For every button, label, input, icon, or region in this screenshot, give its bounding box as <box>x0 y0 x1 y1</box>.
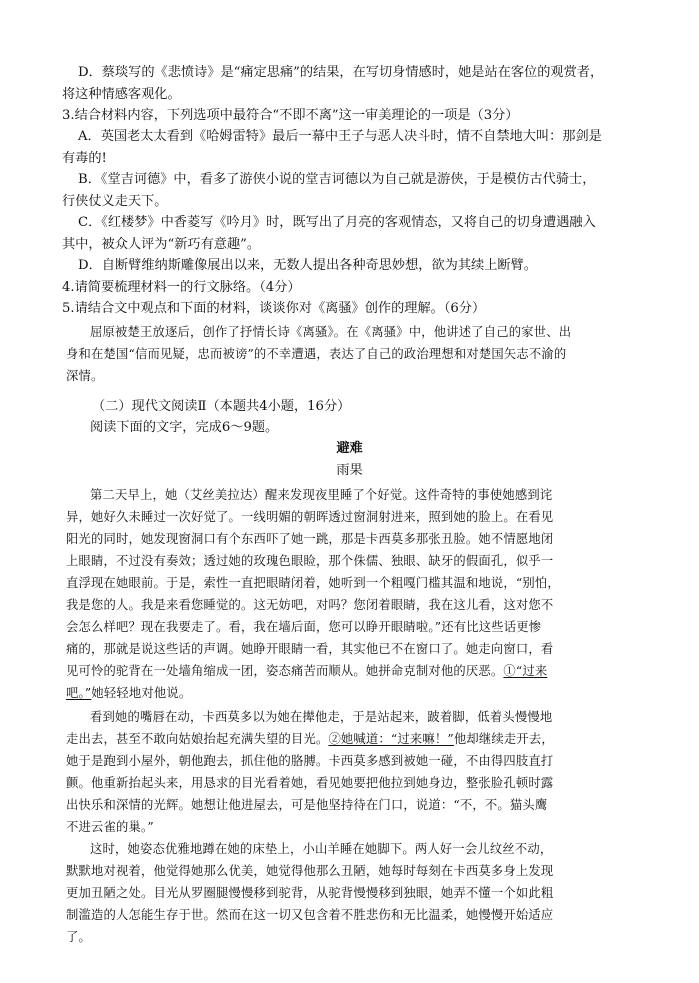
q3-option-d: D．自断臂维纳斯雕像展出以来，无数人提出各种奇思妙想，欲为其续上断臂。 <box>78 258 537 273</box>
story-line <box>66 730 554 748</box>
story-line: 看到她的嘴唇在动，卡西莫多以为她在撵他走，于是站起来，跛着脚，低着头慢慢地 <box>90 710 553 724</box>
q3-option-c-line2: 其中，被众人评为“新巧有意趣”。 <box>62 237 261 252</box>
q5-material-line2: 身和在楚国“信而见疑，忠而被谤”的不幸遭遇，表达了自己的政治理想和对楚国矢志不渝的 <box>66 347 567 361</box>
story-line: 不进云雀的巢。” <box>66 820 154 834</box>
story-line: 异，她好久未睡过一次好觉了。一线明媚的朝晖透过窗洞射进来，照到她的脸上。在看见 <box>66 510 554 524</box>
story-line: 直浮现在她眼前。于是，索性一直把眼睛闭着，她听到一个粗嘎门槛其温和地说，“别怕， <box>66 576 560 590</box>
q3-option-c-line1: C．《红楼梦》中香菱写《吟月》时，既写出了月亮的客观情态，又将自己的切身遭遇融入 <box>78 215 596 230</box>
q3-stem: 3.结合材料内容，下列选项中最符合“不即不离”这一审美理论的一项是（3分） <box>62 108 519 123</box>
story-line: 阳光的同时，她发现窗洞口有个东西吓了她一跳，那是卡西莫多那张丑脸。她不情愿地闭 <box>66 532 554 546</box>
story-line: 我是您的人。我是来看您睡觉的。这无妨吧，对吗？您闭着眼睛，我在这儿看，这对您不 <box>66 598 554 612</box>
marked-sentence-2: ②她喊道：“过来嘛！” <box>328 732 454 746</box>
story-text: 见可怜的驼背在一处墙角缩成一团，姿态痛苦而顺从。她拼命克制对他的厌恶。 <box>66 664 504 678</box>
story-text: 她轻轻地对他说。 <box>91 686 192 700</box>
q5-material-line3: 深情。 <box>66 369 104 383</box>
story-line <box>66 684 191 702</box>
story-line: 痛的，那就是说这些话的声调。她睁开眼睛一看，其实他已不在窗口了。她走向窗口，看 <box>66 642 554 656</box>
marked-sentence-1-start: ①“过来 <box>503 664 548 678</box>
story-line <box>66 662 547 680</box>
section-instruction: 阅读下面的文字，完成6～9题。 <box>90 420 279 435</box>
story-line: 出快乐和深情的光辉。她想让他进屋去，可是他坚持待在门口，说道：“不，不。猫头鹰 <box>66 798 548 812</box>
story-line: 默默地对视着，他觉得她那么优美，她觉得他那么丑陋，她每时每刻在卡西莫多身上发现 <box>66 864 554 878</box>
story-text: 他却继续走开去， <box>453 732 554 746</box>
marked-sentence-1-end: 吧。” <box>66 686 92 700</box>
q3-option-a-line1: A．英国老太太看到《哈姆雷特》最后一幕中王子与恶人决斗时，情不自禁地大叫：那剑是 <box>78 129 602 144</box>
story-line: 更加丑陋之处。目光从罗圈腿慢慢移到驼背，从驼背慢慢移到独眼，她弄不懂一个如此粗 <box>66 886 554 900</box>
story-text: 走出去，甚至不敢向姑娘抬起充满失望的目光。 <box>66 732 329 746</box>
section-heading: （二）现代文阅读Ⅱ（本题共4小题，16分） <box>92 399 351 414</box>
q2-option-d-line1: D．蔡琰写的《悲愤诗》是“痛定思痛”的结果，在写切身情感时，她是站在客位的观赏者， <box>78 65 604 80</box>
q4-stem: 4.请简要梳理材料一的行文脉络。（4分） <box>62 280 301 295</box>
q3-option-b-line1: B．《堂吉诃德》中，看多了游侠小说的堂吉诃德以为自己就是游侠，于是模仿古代骑士， <box>78 172 596 187</box>
q3-option-a-line2: 有毒的! <box>62 151 107 166</box>
story-line: 会怎么样吧？现在我要走了。看，我在墙后面，您可以睁开眼睛啦。”还有比这些话更惨 <box>66 620 542 634</box>
story-line: 这时，她姿态优雅地蹲在她的床垫上，小山羊睡在她脚下。两人好一会儿纹丝不动， <box>90 842 553 856</box>
q2-option-d-line2: 将这种情感客观化。 <box>62 87 181 102</box>
q5-material-line1: 屈原被楚王放逐后，创作了抒情长诗《离骚》。在《离骚》中，他讲述了自己的家世、出 <box>90 325 572 339</box>
story-line: 第二天早上，她（艾丝美拉达）醒来发现夜里睡了个好觉。这件奇特的事使她感到诧 <box>90 488 553 502</box>
story-title: 避难 <box>336 441 363 456</box>
story-line: 颤。他重新抬起头来，用恳求的目光看着她，看见她要把他拉到她身边，整张脸孔顿时露 <box>66 776 554 790</box>
story-line: 她于是跑到小屋外，朝他跑去，抓住他的胳膊。卡西莫多感到被她一碰，不由得四肢直打 <box>66 754 554 768</box>
story-line: 制滥造的人怎能生存于世。然而在这一切又包含着不胜悲伤和无比温柔，她慢慢开始适应 <box>66 908 554 922</box>
story-line: 了。 <box>66 930 91 944</box>
q5-stem: 5.请结合文中观点和下面的材料，谈谈你对《离骚》创作的理解。（6分） <box>62 301 486 316</box>
story-author: 雨果 <box>336 463 363 478</box>
q3-option-b-line2: 行侠仗义走天下。 <box>62 194 168 209</box>
story-line: 上眼睛，不过没有奏效；透过她的玫瑰色眼睑，那个侏儒、独眼、缺牙的假面孔，似乎一 <box>66 554 554 568</box>
